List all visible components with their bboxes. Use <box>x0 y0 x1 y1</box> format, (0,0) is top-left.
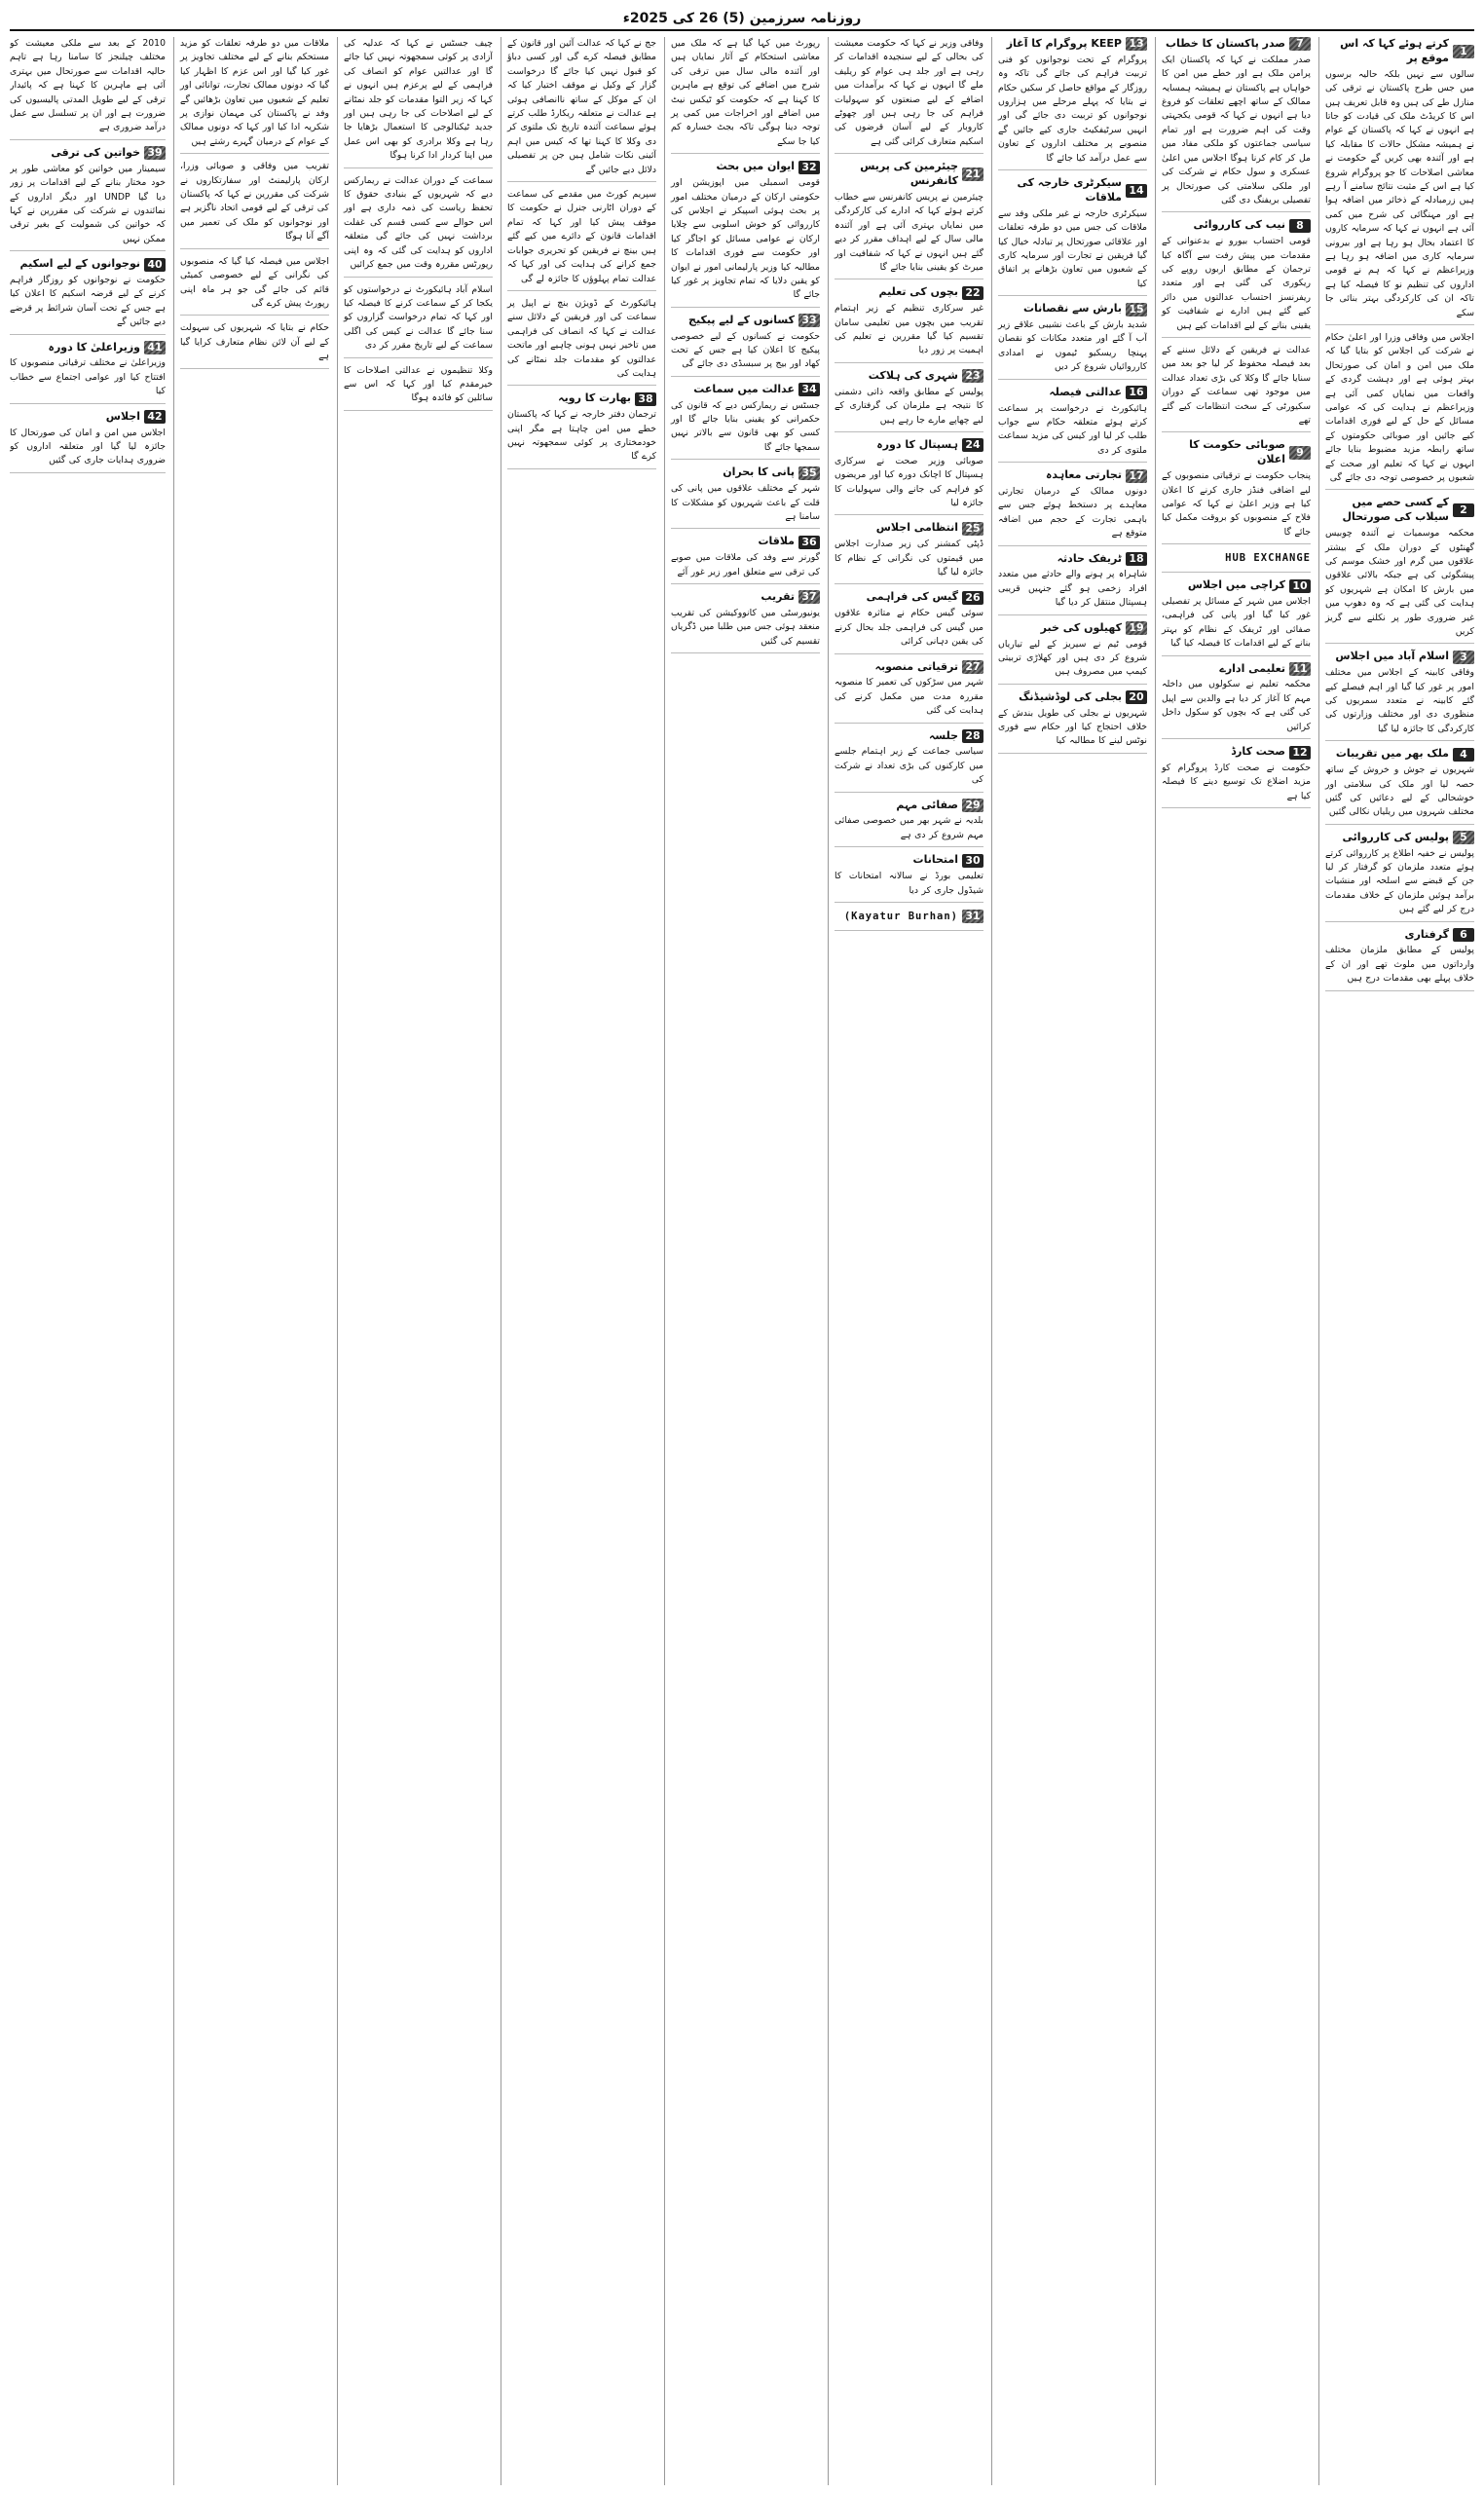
story-body: ڈپٹی کمشنر کی زیر صدارت اجلاس میں قیمتوں کی نگرانی کے نظام کا جائزہ لیا گیا <box>835 539 983 578</box>
story-headline: گرفتاری <box>1404 927 1449 941</box>
story-number-badge: 24 <box>962 438 983 452</box>
news-story <box>835 799 983 848</box>
story-header <box>10 341 166 355</box>
story-body: قومی احتساب بیورو نے بدعنوانی کے مقدمات میں پیش رفت سے آگاہ کیا ترجمان کے مطابق اربوں روپے کی ریکوری کی گئی ہے اور متعدد ریفرنسز احتساب عدالتوں میں دائر کیے گئے ہیں ادارے نے شفافیت کو یقینی بنانے کے لیے اقدامات کیے ہیں <box>1162 236 1311 331</box>
story-headline: کھیلوں کی خبر <box>1040 620 1122 634</box>
story-number-badge: 36 <box>798 536 820 549</box>
story-headline: ہسپتال کا دورہ <box>876 437 958 451</box>
news-story <box>10 410 166 473</box>
story-header <box>1325 747 1474 762</box>
story-headline: بچوں کی تعلیم <box>878 285 958 299</box>
story-header <box>835 729 983 744</box>
story-body: وفاقی وزیر نے کہا کہ حکومت معیشت کی بحالی کے لیے سنجیدہ اقدامات کر رہی ہے اور جلد ہی عوام کو ریلیف ملے گا انہوں نے کہا کہ برآمدات میں اضافے کے لیے صنعتوں کو سہولیات فراہم کی جا رہی ہیں اور چھوٹے کاروبار کے لیے آسان قرضوں کی اسکیم متعارف کرائی گئی ہے <box>835 38 983 147</box>
news-story <box>180 321 329 368</box>
story-headline: نیب کی کارروائی <box>1193 218 1285 232</box>
story-number-badge: 33 <box>798 314 820 327</box>
story-body: پولیس کے مطابق واقعہ ذاتی دشمنی کا نتیجہ ہے ملزمان کی گرفتاری کے لیے چھاپے مارے جا رہے ہیں <box>835 386 983 426</box>
news-story <box>671 383 820 460</box>
story-header <box>10 146 166 161</box>
news-story <box>835 521 983 584</box>
story-body: تقریب میں وفاقی و صوبائی وزرا، ارکان پارلیمنٹ اور سفارتکاروں نے شرکت کی مقررین نے کہا کہ پاکستان کی ترقی کے لیے قومی اتحاد ناگزیر ہے اور نوجوانوں کو ملک کی تعمیر میں آگے آنا ہوگا <box>180 161 329 242</box>
news-story <box>835 438 983 515</box>
story-body: اسلام آباد ہائیکورٹ نے درخواستوں کو یکجا کر کے سماعت کرنے کا فیصلہ کیا اور کہا کہ تمام درخواست گزاروں کو سنا جائے گا عدالت نے کیس کی اگلی سماعت کے لیے تاریخ مقرر کر دی <box>344 283 493 352</box>
story-headline: بجلی کی لوڈشیڈنگ <box>1019 689 1122 703</box>
story-number-badge: 28 <box>962 729 983 743</box>
story-number-badge: 11 <box>1289 662 1311 676</box>
story-number-badge: 21 <box>962 167 983 181</box>
news-story <box>180 255 329 316</box>
news-story <box>671 37 820 154</box>
story-header <box>998 552 1147 567</box>
news-story <box>835 160 983 279</box>
story-headline: عدالتی فیصلہ <box>1049 385 1122 398</box>
story-number-badge: 17 <box>1126 469 1147 483</box>
story-headline: صوبائی حکومت کا اعلان <box>1189 438 1285 466</box>
story-header <box>835 285 983 300</box>
story-headline: پانی کا بحران <box>723 465 795 479</box>
story-number-badge: 37 <box>798 590 820 604</box>
story-header <box>507 391 656 406</box>
story-headline: تجارتی معاہدہ <box>1045 468 1122 482</box>
story-body: قومی ٹیم نے سیریز کے لیے تیاریاں شروع کر دی ہیں اور کھلاڑی تربیتی کیمپ میں مصروف ہیں <box>998 638 1147 678</box>
news-story <box>1162 218 1311 338</box>
story-headline: HUB EXCHANGE <box>1225 552 1311 565</box>
story-number-badge: 23 <box>962 369 983 383</box>
news-story <box>835 285 983 362</box>
news-story <box>1325 37 1474 325</box>
news-column <box>991 37 1147 2485</box>
news-story <box>835 853 983 903</box>
story-body: شدید بارش کے باعث نشیبی علاقے زیر آب آ گئے اور متعدد مکانات کو نقصان پہنچا ریسکیو ٹیموں نے امدادی کارروائیاں شروع کر دیں <box>998 319 1147 373</box>
story-headline: جلسہ <box>928 728 958 742</box>
news-story <box>671 590 820 653</box>
story-body: حکومت نے صحت کارڈ پروگرام کو مزید اضلاع تک توسیع دینے کا فیصلہ کیا ہے <box>1162 762 1311 801</box>
news-story <box>507 188 656 291</box>
news-column <box>1318 37 1474 2485</box>
story-number-badge: 25 <box>962 522 983 536</box>
story-headline: وزیراعلیٰ کا دورہ <box>48 340 140 353</box>
story-header <box>835 909 983 924</box>
story-body: غیر سرکاری تنظیم کے زیر اہتمام تقریب میں بچوں میں تعلیمی سامان تقسیم کیا گیا مقررین نے تعلیم کی اہمیت پر زور دیا <box>835 303 983 356</box>
news-story <box>344 37 493 168</box>
news-column <box>10 37 166 2485</box>
story-body: محکمہ تعلیم نے سکولوں میں داخلہ مہم کا آغاز کر دیا ہے والدین سے اپیل کی گئی ہے کہ بچوں کو سکول داخل کرائیں <box>1162 679 1311 732</box>
story-headline: بھارت کا رویہ <box>558 391 631 405</box>
story-header <box>835 369 983 384</box>
story-header <box>671 160 820 174</box>
news-story <box>835 660 983 724</box>
story-headline: سیکرٹری خارجہ کی ملاقات <box>1017 176 1122 204</box>
story-headline: کرتے ہوئے کہا کہ اس موقع پر <box>1340 37 1449 64</box>
news-story <box>1162 662 1311 739</box>
news-story <box>671 160 820 308</box>
story-body: پروگرام کے تحت نوجوانوں کو فنی تربیت فراہم کی جائے گی تاکہ وہ روزگار کے مواقع حاصل کر سکیں حکام نے بتایا کہ پہلے مرحلے میں ہزاروں نوجوانوں کو تربیت دی جائے گی اور انہیں سرٹیفکیٹ جاری کیے جائیں گے منصوبے پر مختلف اداروں کے تعاون سے عمل درآمد کیا جائے گا <box>998 54 1147 164</box>
story-header <box>835 660 983 675</box>
story-headline: خواتین کی ترقی <box>51 145 140 159</box>
news-column <box>664 37 820 2485</box>
story-body: ہائیکورٹ نے درخواست پر سماعت کرتے ہوئے متعلقہ حکام سے جواب طلب کر لیا اور کیس کی مزید سماعت ملتوی کر دی <box>998 402 1147 456</box>
masthead-title: روزنامہ سرزمین (5) 26 کی 2025ء <box>622 11 862 26</box>
story-headline: ملک بھر میں تقریبات <box>1335 747 1449 761</box>
masthead <box>10 8 1474 31</box>
story-number-badge: 8 <box>1289 219 1311 233</box>
story-number-badge: 40 <box>144 258 166 272</box>
news-story <box>10 37 166 140</box>
story-number-badge: 26 <box>962 591 983 605</box>
story-number-badge: 13 <box>1126 37 1147 51</box>
story-body: وکلا تنظیموں نے عدالتی اصلاحات کا خیرمقدم کیا اور کہا کہ اس سے سائلین کو فائدہ ہوگا <box>344 364 493 404</box>
news-story <box>998 621 1147 685</box>
story-body: محکمہ موسمیات نے آئندہ چوبیس گھنٹوں کے دوران ملک کے بیشتر علاقوں میں گرم اور خشک موسم کی پیشگوئی کی ہے جبکہ بالائی علاقوں میں بارش کا امکان ہے شہریوں کو ہدایت کی گئی ہے کہ وہ دھوپ میں غیر ضروری طور پر نکلنے سے گریز کریں <box>1325 528 1474 637</box>
story-header <box>1325 650 1474 664</box>
story-body: رپورٹ میں کہا گیا ہے کہ ملک میں معاشی استحکام کے آثار نمایاں ہیں اور آئندہ مالی سال میں ترقی کی شرح میں اضافے کی توقع ہے ماہرین کا کہنا ہے کہ حکومت کو ٹیکس نیٹ میں اضافے اور اخراجات میں کمی پر توجہ دینا ہوگی تاکہ بجٹ خسارہ کم کیا جا سکے <box>671 38 820 147</box>
story-number-badge: 14 <box>1126 184 1147 198</box>
story-number-badge: 42 <box>144 410 166 424</box>
news-story <box>998 690 1147 754</box>
story-number-badge: 30 <box>962 854 983 868</box>
news-story <box>998 302 1147 379</box>
story-body: تعلیمی بورڈ نے سالانہ امتحانات کا شیڈول جاری کر دیا <box>835 871 983 896</box>
news-story <box>671 465 820 529</box>
news-story <box>671 535 820 584</box>
story-header <box>1325 37 1474 66</box>
story-header <box>835 438 983 453</box>
story-header <box>998 176 1147 205</box>
story-body: جسٹس نے ریمارکس دیے کہ قانون کی حکمرانی کو یقینی بنایا جائے گا اور کسی کو بھی قانون سے بالاتر نہیں سمجھا جائے گا <box>671 399 820 453</box>
story-body: سیاسی جماعت کے زیر اہتمام جلسے میں کارکنوں کی بڑی تعداد نے شرکت کی <box>835 746 983 786</box>
news-column <box>828 37 983 2485</box>
story-body: چیئرمین نے پریس کانفرنس سے خطاب کرتے ہوئے کہا کہ ادارے کی کارکردگی میں نمایاں بہتری آئی ہے اور آئندہ مالی سال کے لیے اہداف مقرر کر دیے گئے ہیں انہوں نے کہا کہ شفافیت اور میرٹ کو یقینی بنایا جائے گا <box>835 191 983 273</box>
story-headline: ترقیاتی منصوبہ <box>874 659 958 673</box>
story-number-badge: 3 <box>1453 651 1474 664</box>
story-number-badge: 10 <box>1289 579 1311 593</box>
news-story <box>1162 745 1311 808</box>
story-header <box>1162 438 1311 467</box>
story-body: شہریوں نے بجلی کی طویل بندش کے خلاف احتجاج کیا اور حکام سے فوری نوٹس لینے کا مطالبہ کیا <box>998 707 1147 747</box>
news-story <box>1325 331 1474 490</box>
news-story <box>344 283 493 358</box>
news-story <box>1325 831 1474 922</box>
story-number-badge: 4 <box>1453 748 1474 762</box>
story-body: اجلاس میں وفاقی وزرا اور اعلیٰ حکام نے شرکت کی اجلاس کو بتایا گیا کہ ملک میں امن و امان کی صورتحال بہتر ہوئی ہے اور دہشت گردی کے واقعات میں نمایاں کمی آئی ہے وزیراعظم نے ہدایت کی کہ عوامی مسائل کے حل کے لیے فوری اقدامات کیے جائیں اور صوبائی حکومتوں کے ساتھ رابطہ مزید مضبوط بنایا جائے انہوں نے کہا کہ تعلیم اور صحت کے شعبوں پر خصوصی توجہ دی جائے گی <box>1325 332 1474 484</box>
story-body: ہائیکورٹ کے ڈویژن بنچ نے اپیل پر سماعت کی اور فریقین کے دلائل سنے عدالت نے کہا کہ انصاف کی فراہمی میں تاخیر نہیں ہونی چاہیے اور ماتحت عدالتوں کو مقدمات جلد نمٹانے کی ہدایت کی <box>507 297 656 379</box>
story-headline: تقریب <box>761 590 795 603</box>
news-story <box>835 590 983 653</box>
news-story <box>344 174 493 278</box>
story-headline: اسلام آباد میں اجلاس <box>1335 650 1449 663</box>
story-headline: عدالت میں سماعت <box>693 382 795 395</box>
story-body: عدالت نے فریقین کے دلائل سننے کے بعد فیصلہ محفوظ کر لیا جو بعد میں سنایا جائے گا وکلا کی بڑی تعداد عدالت میں موجود تھی سماعت کے دوران سکیورٹی کے سخت انتظامات کیے گئے تھے <box>1162 345 1311 427</box>
story-header <box>1325 831 1474 845</box>
news-story <box>998 37 1147 170</box>
story-number-badge: 12 <box>1289 746 1311 760</box>
story-body: سیکرٹری خارجہ نے غیر ملکی وفد سے ملاقات کی جس میں دو طرفہ تعلقات اور علاقائی صورتحال پر تبادلہ خیال کیا گیا فریقین نے تجارت اور سرمایہ کاری کے شعبوں میں تعاون بڑھانے پر اتفاق کیا <box>998 207 1147 289</box>
story-number-badge: 2 <box>1453 503 1474 517</box>
story-number-badge: 38 <box>635 392 656 406</box>
story-body: سوئی گیس حکام نے متاثرہ علاقوں میں گیس کی فراہمی جلد بحال کرنے کی یقین دہانی کرائی <box>835 608 983 648</box>
story-number-badge: 22 <box>962 286 983 300</box>
news-story <box>1162 550 1311 573</box>
story-header <box>1162 37 1311 52</box>
story-body: جج نے کہا کہ عدالت آئین اور قانون کے مطابق فیصلہ کرے گی اور کسی دباؤ کو قبول نہیں کیا جائے گا درخواست گزار کے وکیل نے موقف اختیار کیا کہ ان کے موکل کے ساتھ ناانصافی ہوئی ہے عدالت نے متعلقہ ریکارڈ طلب کرتے ہوئے سماعت آئندہ تاریخ تک ملتوی کر دی وکلا کا کہنا تھا کہ کیس میں اہم آئینی نکات شامل ہیں جن پر تفصیلی دلائل دیے جائیں گے <box>507 38 656 175</box>
columns-container <box>10 37 1474 2485</box>
news-story <box>998 552 1147 615</box>
story-body: شہر کے مختلف علاقوں میں پانی کی قلت کے باعث شہریوں کو مشکلات کا سامنا ہے <box>671 483 820 522</box>
story-number-badge: 34 <box>798 383 820 396</box>
news-story <box>10 146 166 251</box>
news-story <box>10 257 166 334</box>
story-number-badge: 1 <box>1453 45 1474 58</box>
story-headline: بارش سے نقصانات <box>1022 302 1122 316</box>
news-story <box>507 391 656 468</box>
news-story <box>835 369 983 432</box>
story-headline: نوجوانوں کے لیے اسکیم <box>19 257 140 271</box>
story-headline: کے کسی حصے میں سیلاب کی صورتحال <box>1342 496 1449 524</box>
news-story <box>998 468 1147 545</box>
story-body: سماعت کے دوران عدالت نے ریمارکس دیے کہ شہریوں کے بنیادی حقوق کا تحفظ ریاست کی ذمہ داری ہے اور اس حوالے سے کسی قسم کی غفلت برداشت نہیں کی جائے گی متعلقہ اداروں کو ہدایت کی گئی کہ وہ اپنی رپورٹس مقررہ وقت میں جمع کرائیں <box>344 174 493 271</box>
news-story <box>1162 438 1311 544</box>
story-headline: گیس کی فراہمی <box>866 590 958 604</box>
story-body: قومی اسمبلی میں اپوزیشن اور حکومتی ارکان کے درمیان مختلف امور پر بحث ہوئی اسپیکر نے اجلاس کی کارروائی کو خوش اسلوبی سے چلایا ارکان نے عوامی مسائل کو اجاگر کیا اور حکومت سے فوری اقدامات کا مطالبہ کیا وزیر پارلیمانی امور نے ایوان کو یقین دلایا کہ تمام تجاویز پر غور کیا جائے گا <box>671 177 820 301</box>
story-headline: کسانوں کے لیے پیکیج <box>688 313 795 326</box>
story-number-badge: 18 <box>1126 552 1147 566</box>
story-number-badge: 41 <box>144 341 166 354</box>
story-headline: (Kayatur Burhan) <box>843 910 958 922</box>
story-body: چیف جسٹس نے کہا کہ عدلیہ کی آزادی پر کوئی سمجھوتہ نہیں کیا جائے گا اور عدالتیں عوام کو انصاف کی فراہمی کے لیے پرعزم ہیں انہوں نے کہا کہ زیر التوا مقدمات کو جلد نمٹانے کے لیے اصلاحات کی جا رہی ہیں اور جدید ٹیکنالوجی کا استعمال بڑھایا جا رہا ہے وکلا برادری کو بھی اس عمل میں اپنا کردار ادا کرنا ہوگا <box>344 38 493 162</box>
story-body: صدر مملکت نے کہا کہ پاکستان ایک پرامن ملک ہے اور خطے میں امن کا خواہاں ہے پاکستان نے ہمیشہ ہمسایہ ممالک کے ساتھ اچھے تعلقات کو فروغ دیا ہے انہوں نے کہا کہ قومی یکجہتی وقت کی اہم ضرورت ہے اور تمام سیاسی جماعتوں کو ملکی مفاد میں مل کر کام کرنا ہوگا اجلاس میں اعلیٰ عسکری و سول حکام نے شرکت کی اور ملکی سلامتی کی صورتحال پر تفصیلی بریفنگ دی گئی <box>1162 54 1311 205</box>
story-body: شہریوں نے جوش و خروش کے ساتھ حصہ لیا اور ملک کی سلامتی اور خوشحالی کے لیے دعائیں کی گئیں مختلف شہروں میں ریلیاں نکالی گئیں <box>1325 764 1474 818</box>
news-story <box>835 37 983 154</box>
news-story <box>344 364 493 411</box>
story-header <box>1162 218 1311 233</box>
story-headline: صحت کارڈ <box>1231 745 1285 759</box>
story-body: اجلاس میں امن و امان کی صورتحال کا جائزہ لیا گیا اور متعلقہ اداروں کو ضروری ہدایات جاری کی گئیں <box>10 427 166 466</box>
story-header <box>10 410 166 425</box>
story-number-badge: 20 <box>1126 690 1147 704</box>
story-number-badge: 39 <box>144 146 166 160</box>
news-column <box>337 37 493 2485</box>
news-story <box>507 297 656 386</box>
story-header <box>835 521 983 536</box>
story-header <box>998 386 1147 400</box>
story-body: گورنر سے وفد کی ملاقات میں صوبے کی ترقی سے متعلق امور زیر غور آئے <box>671 552 820 577</box>
story-body: وفاقی کابینہ کے اجلاس میں مختلف امور پر غور کیا گیا اور اہم فیصلے کیے گئے کابینہ نے متعدد سمریوں کی منظوری دی اور مختلف وزارتوں کی کارکردگی کا جائزہ لیا گیا <box>1325 667 1474 734</box>
story-number-badge: 19 <box>1126 621 1147 635</box>
story-header <box>998 468 1147 483</box>
story-body: دونوں ممالک کے درمیان تجارتی معاہدے پر دستخط ہوئے جس سے باہمی تجارت کے حجم میں اضافہ متوقع ہے <box>998 486 1147 540</box>
story-header <box>1162 745 1311 760</box>
story-body: حکام نے بتایا کہ شہریوں کی سہولت کے لیے آن لائن نظام متعارف کرایا گیا ہے <box>180 322 329 362</box>
story-header <box>671 590 820 605</box>
news-story <box>180 160 329 248</box>
news-story <box>1325 496 1474 644</box>
story-headline: انتظامی اجلاس <box>875 521 958 535</box>
story-headline: امتحانات <box>912 853 958 867</box>
story-headline: KEEP پروگرام کا آغاز <box>1006 37 1122 50</box>
story-body: پولیس کے مطابق ملزمان مختلف وارداتوں میں ملوث تھے اور ان کے خلاف پہلے بھی مقدمات درج ہیں <box>1325 945 1474 985</box>
story-body: حکومت نے کسانوں کے لیے خصوصی پیکیج کا اعلان کیا ہے جس کے تحت کھاد اور بیج پر سبسڈی دی جائے گی <box>671 330 820 370</box>
story-headline: ٹریفک حادثہ <box>1057 551 1122 565</box>
story-number-badge: 9 <box>1289 446 1311 460</box>
news-story <box>1162 344 1311 432</box>
news-story <box>835 909 983 931</box>
news-story <box>507 37 656 182</box>
news-story <box>671 314 820 377</box>
story-header <box>1325 928 1474 943</box>
news-story <box>1162 578 1311 655</box>
story-body: پنجاب حکومت نے ترقیاتی منصوبوں کے لیے اضافی فنڈز جاری کرنے کا اعلان کیا ہے وزیر اعلیٰ نے کہا کہ عوامی فلاح کے منصوبوں کو بروقت مکمل کیا جائے گا <box>1162 470 1311 538</box>
story-number-badge: 29 <box>962 799 983 812</box>
story-body: وزیراعلیٰ نے مختلف ترقیاتی منصوبوں کا افتتاح کیا اور عوامی اجتماع سے خطاب کیا <box>10 357 166 397</box>
story-header <box>835 853 983 868</box>
story-headline: شہری کی ہلاکت <box>868 368 958 382</box>
story-body: شاہراہ پر ہونے والے حادثے میں متعدد افراد زخمی ہو گئے جنہیں قریبی ہسپتال منتقل کر دیا گیا <box>998 569 1147 609</box>
story-body: سیمینار میں خواتین کو معاشی طور پر خود مختار بنانے کے لیے اقدامات پر زور دیا گیا UNDP اور دیگر اداروں کے نمائندوں نے شرکت کی مقررین نے کہا کہ خواتین کی شمولیت کے بغیر ترقی ممکن نہیں <box>10 163 166 244</box>
story-number-badge: 32 <box>798 161 820 174</box>
story-headline: ایوان میں بحث <box>716 160 795 173</box>
story-number-badge: 5 <box>1453 831 1474 844</box>
news-story <box>1325 747 1474 824</box>
news-story <box>998 176 1147 296</box>
story-body: 2010 کے بعد سے ملکی معیشت کو مختلف چیلنجز کا سامنا رہا ہے تاہم حالیہ اقدامات سے صورتحال میں بہتری آئی ہے ماہرین کا کہنا ہے کہ پائیدار ترقی کے لیے طویل المدتی پالیسیوں کی ضرورت ہے اور ان پر تسلسل سے عمل درآمد ضروری ہے <box>10 38 166 133</box>
story-number-badge: 7 <box>1289 37 1311 51</box>
story-headline: تعلیمی ادارے <box>1219 661 1285 675</box>
story-body: بلدیہ نے شہر بھر میں خصوصی صفائی مہم شروع کر دی ہے <box>835 815 983 840</box>
story-number-badge: 6 <box>1453 928 1474 942</box>
story-body: سالوں سے نہیں بلکہ حالیہ برسوں میں جس طرح پاکستان نے ترقی کی منازل طے کی ہیں وہ قابل تعریف ہیں اس کا کریڈٹ ملک کی قیادت کو جاتا ہے انہوں نے کہا کہ پاکستان کے عوام نے ہمیشہ مشکل حالات کا مقابلہ کیا ہے اور آئندہ بھی کریں گے حکومت نے معاشی اصلاحات کا جو پروگرام شروع کیا ہے اس کے مثبت نتائج سامنے آ رہے ہیں زرمبادلہ کے ذخائر میں اضافہ ہوا ہے اور مہنگائی کی شرح میں کمی آئی ہے انہوں نے کہا کہ سرمایہ کاروں کا اعتماد بحال ہو رہا ہے اور بیرونی سرمایہ کاری میں اضافہ ہو رہا ہے وزیراعظم نے کہا کہ ہم نے قومی اداروں کی تنظیم نو کا فیصلہ کیا ہے تاکہ ان کی کارکردگی بہتر بنائی جا سکے <box>1325 68 1474 318</box>
story-header <box>835 160 983 189</box>
story-body: سپریم کورٹ میں مقدمے کی سماعت کے دوران اٹارنی جنرل نے حکومت کا موقف پیش کیا اور کہا کہ تمام اقدامات قانون کے دائرے میں کیے گئے ہیں بینچ نے فریقین کو تحریری جوابات جمع کرانے کی ہدایت کی اور کہا کہ عدالت تمام پہلوؤں کا جائزہ لے گی <box>507 189 656 284</box>
story-body: ملاقات میں دو طرفہ تعلقات کو مزید مستحکم بنانے کے لیے مختلف تجاویز پر غور کیا گیا اور اس عزم کا اظہار کیا گیا کہ دونوں ممالک تجارت، توانائی اور تعلیم کے شعبوں میں تعاون بڑھائیں گے وفد نے پاکستان کی مہمان نوازی پر شکریہ ادا کیا اور کہا کہ دونوں ممالک کے عوام کے درمیان گہرے رشتے ہیں <box>180 38 329 147</box>
story-number-badge: 31 <box>962 910 983 923</box>
story-body: صوبائی وزیر صحت نے سرکاری ہسپتال کا اچانک دورہ کیا اور مریضوں کو فراہم کی جانے والی سہولیات کا جائزہ لیا <box>835 455 983 508</box>
story-headline: پولیس کی کارروائی <box>1342 830 1449 843</box>
story-header <box>835 799 983 813</box>
story-body: اجلاس میں فیصلہ کیا گیا کہ منصوبوں کی نگرانی کے لیے خصوصی کمیٹی قائم کی جائے گی جو ہر ماہ اپنی رپورٹ پیش کرے گی <box>180 255 329 309</box>
story-header <box>998 621 1147 636</box>
news-story <box>1162 37 1311 212</box>
story-body: یونیورسٹی میں کانووکیشن کی تقریب منعقد ہوئی جس میں طلبا میں ڈگریاں تقسیم کی گئیں <box>671 607 820 647</box>
news-story <box>835 729 983 793</box>
story-headline: صفائی مہم <box>896 798 958 811</box>
story-number-badge: 15 <box>1126 303 1147 316</box>
news-story <box>1325 928 1474 991</box>
story-body: اجلاس میں شہر کے مسائل پر تفصیلی غور کیا گیا اور پانی کی فراہمی، صفائی اور ٹریفک کے نظام کو بہتر بنانے کے لیے اقدامات کا فیصلہ کیا گیا <box>1162 596 1311 650</box>
news-story <box>10 341 166 404</box>
story-number-badge: 35 <box>798 466 820 480</box>
story-body: پولیس نے خفیہ اطلاع پر کارروائی کرتے ہوئے متعدد ملزمان کو گرفتار کر لیا جن کے قبضے سے اسلحہ اور منشیات برآمد ہوئیں ملزمان کے خلاف مقدمات درج کر لیے گئے ہیں <box>1325 847 1474 915</box>
story-header <box>671 465 820 480</box>
story-number-badge: 16 <box>1126 386 1147 399</box>
story-header <box>671 383 820 397</box>
story-headline: کراچی میں اجلاس <box>1187 578 1285 592</box>
story-header <box>998 690 1147 705</box>
story-headline: اجلاس <box>105 409 140 423</box>
story-header <box>671 535 820 549</box>
news-story <box>998 386 1147 463</box>
news-story <box>1325 650 1474 741</box>
story-header <box>671 314 820 328</box>
story-body: شہر میں سڑکوں کی تعمیر کا منصوبہ مقررہ مدت میں مکمل کرنے کی ہدایت کی گئی <box>835 677 983 717</box>
story-header <box>10 257 166 272</box>
story-headline: صدر پاکستان کا خطاب <box>1165 37 1285 50</box>
story-body: حکومت نے نوجوانوں کو روزگار فراہم کرنے کے لیے قرضہ اسکیم کا اعلان کیا ہے جس کے تحت آسان شرائط پر قرضے دیے جائیں گے <box>10 274 166 328</box>
story-headline: ملاقات <box>758 535 795 548</box>
story-header <box>1162 662 1311 677</box>
story-header <box>835 590 983 605</box>
story-number-badge: 27 <box>962 660 983 674</box>
news-story <box>180 37 329 154</box>
story-header <box>998 302 1147 316</box>
story-header <box>998 37 1147 52</box>
story-header <box>1162 550 1311 566</box>
story-header <box>1325 496 1474 525</box>
news-column <box>1155 37 1311 2485</box>
story-body: ترجمان دفتر خارجہ نے کہا کہ پاکستان خطے میں امن چاہتا ہے مگر اپنی خودمختاری پر کوئی سمجھوتہ نہیں کرے گا <box>507 409 656 463</box>
news-column <box>501 37 656 2485</box>
news-column <box>173 37 329 2485</box>
story-headline: چیئرمین کی پریس کانفرنس <box>860 160 958 188</box>
story-header <box>1162 578 1311 593</box>
